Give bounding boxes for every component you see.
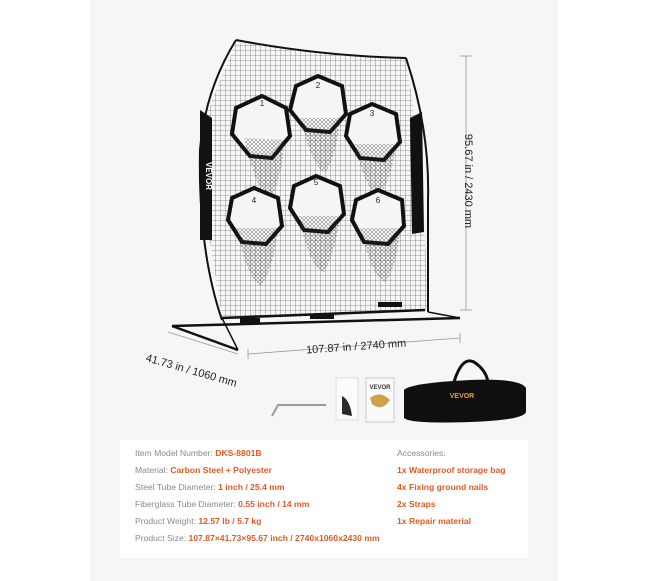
fiberglass-tube-value: 0.55 inch / 14 mm (238, 499, 310, 509)
depth-dimension: 41.73 in / 1060 mm (144, 352, 239, 390)
accessories-title: Accessories: (397, 448, 446, 458)
target-number-2: 2 (315, 81, 321, 90)
material-label: Material: (135, 465, 168, 475)
target-number-3: 3 (369, 109, 375, 118)
weight-value: 12.57 lb / 5.7 kg (198, 516, 262, 526)
target-number-5: 5 (313, 178, 319, 187)
height-dimension: 95.67 in / 2430 mm (462, 133, 475, 229)
specifications-card (120, 440, 528, 558)
net-brand-label: VEVOR (204, 161, 213, 191)
box-brand-label: VEVOR (369, 385, 391, 391)
straps-accessory (336, 378, 358, 420)
model-label: Item Model Number: (135, 448, 213, 458)
target-number-1: 1 (259, 99, 265, 108)
steel-tube-label: Steel Tube Diameter: (135, 482, 216, 492)
target-number-6: 6 (375, 196, 381, 205)
model-value: DKS-8801B (215, 448, 262, 458)
accessory-item: 4x Fixing ground nails (397, 482, 489, 492)
size-label: Product Size: (135, 533, 187, 543)
accessory-item: 1x Waterproof storage bag (397, 465, 506, 475)
steel-tube-value: 1 inch / 25.4 mm (218, 482, 285, 492)
weight-label: Product Weight: (135, 516, 196, 526)
bag-brand-label: VEVOR (449, 393, 475, 400)
target-number-4: 4 (251, 196, 257, 205)
accessory-item: 1x Repair material (397, 516, 472, 526)
material-value: Carbon Steel + Polyester (170, 465, 272, 475)
fiberglass-tube-label: Fiberglass Tube Diameter: (135, 499, 236, 509)
storage-bag (404, 361, 526, 423)
accessory-item: 2x Straps (397, 499, 436, 509)
width-dimension: 107.87 in / 2740 mm (305, 337, 407, 357)
size-value: 107.87×41.73×95.67 inch / 2740x1060x2430 mm (188, 533, 380, 543)
ground-nail (272, 405, 326, 416)
